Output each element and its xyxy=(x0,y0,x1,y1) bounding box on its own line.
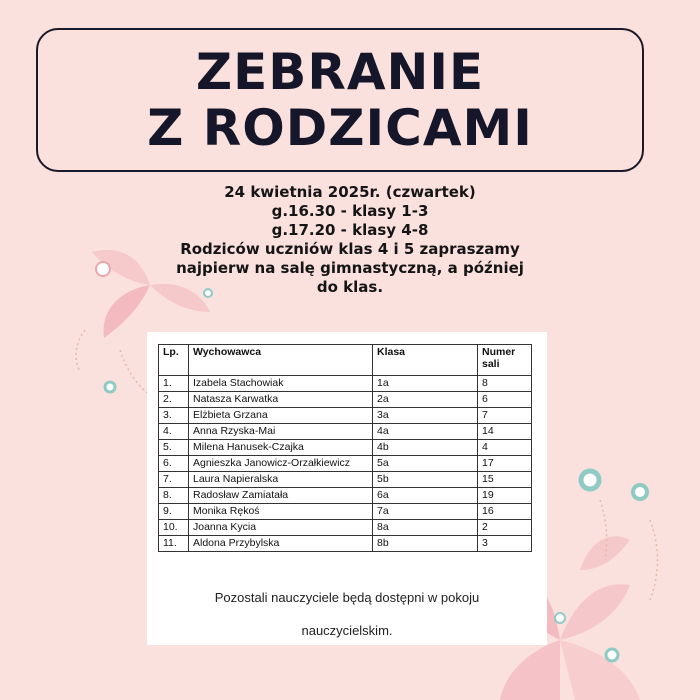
cell-class: 4b xyxy=(373,440,478,456)
header-room-line1: Numer xyxy=(482,346,516,358)
header-class: Klasa xyxy=(373,345,478,376)
table-row xyxy=(159,424,532,440)
cell-teacher: Milena Hanusek-Czajka xyxy=(189,440,373,456)
note-line-2: najpierw na salę gimnastyczną, a później xyxy=(176,259,524,277)
cell-teacher: Elżbieta Grzana xyxy=(189,408,373,424)
schedule-card xyxy=(147,332,547,645)
cell-teacher: Agnieszka Janowicz-Orzałkiewicz xyxy=(189,456,373,472)
cell-room: 2 xyxy=(478,520,532,536)
cell-lp: 6. xyxy=(159,456,189,472)
title-box xyxy=(36,28,644,172)
cell-lp: 9. xyxy=(159,504,189,520)
cell-teacher: Izabela Stachowiak xyxy=(189,376,373,392)
cell-room: 14 xyxy=(478,424,532,440)
table-row xyxy=(159,536,532,552)
cell-room: 3 xyxy=(478,536,532,552)
cell-lp: 2. xyxy=(159,392,189,408)
cell-class: 4a xyxy=(373,424,478,440)
cell-lp: 3. xyxy=(159,408,189,424)
cell-class: 2a xyxy=(373,392,478,408)
title-line-1: ZEBRANIE xyxy=(195,43,485,101)
table-row xyxy=(159,504,532,520)
table-row xyxy=(159,408,532,424)
title-line-2: Z RODZICAMI xyxy=(147,99,533,157)
header-teacher: Wychowawca xyxy=(189,345,373,376)
table-row xyxy=(159,392,532,408)
cell-class: 7a xyxy=(373,504,478,520)
cell-teacher: Natasza Karwatka xyxy=(189,392,373,408)
cell-teacher: Aldona Przybylska xyxy=(189,536,373,552)
meeting-date: 24 kwietnia 2025r. (czwartek) xyxy=(224,183,476,201)
cell-class: 5b xyxy=(373,472,478,488)
cell-teacher: Radosław Zamiatała xyxy=(189,488,373,504)
cell-lp: 7. xyxy=(159,472,189,488)
cell-class: 8b xyxy=(373,536,478,552)
cell-room: 6 xyxy=(478,392,532,408)
note-line-3: do klas. xyxy=(316,278,384,296)
header-lp: Lp. xyxy=(159,345,189,376)
table-header-row xyxy=(159,345,532,376)
cell-lp: 8. xyxy=(159,488,189,504)
table-row xyxy=(159,472,532,488)
footer-line-1: Pozostali nauczyciele będą dostępni w pokoju xyxy=(214,590,480,605)
teachers-table xyxy=(158,344,532,552)
header-room xyxy=(478,345,532,376)
table-row xyxy=(159,440,532,456)
cell-lp: 11. xyxy=(159,536,189,552)
cell-room: 17 xyxy=(478,456,532,472)
cell-lp: 4. xyxy=(159,424,189,440)
cell-class: 3a xyxy=(373,408,478,424)
time-slot-1: g.16.30 - klasy 1-3 xyxy=(271,202,429,220)
table-row xyxy=(159,488,532,504)
cell-teacher: Laura Napieralska xyxy=(189,472,373,488)
meeting-info xyxy=(100,183,600,297)
cell-lp: 1. xyxy=(159,376,189,392)
table-row xyxy=(159,520,532,536)
cell-class: 5a xyxy=(373,456,478,472)
cell-room: 4 xyxy=(478,440,532,456)
table-row xyxy=(159,376,532,392)
cell-room: 19 xyxy=(478,488,532,504)
cell-room: 15 xyxy=(478,472,532,488)
header-room-line2: sali xyxy=(482,358,500,370)
cell-teacher: Monika Rękoś xyxy=(189,504,373,520)
cell-class: 8a xyxy=(373,520,478,536)
cell-room: 16 xyxy=(478,504,532,520)
cell-lp: 5. xyxy=(159,440,189,456)
cell-teacher: Anna Rzyska-Mai xyxy=(189,424,373,440)
cell-lp: 10. xyxy=(159,520,189,536)
cell-teacher: Joanna Kycia xyxy=(189,520,373,536)
cell-room: 8 xyxy=(478,376,532,392)
note-line-1: Rodziców uczniów klas 4 i 5 zapraszamy xyxy=(180,240,520,258)
cell-class: 1a xyxy=(373,376,478,392)
cell-class: 6a xyxy=(373,488,478,504)
table-row xyxy=(159,456,532,472)
footer-line-2: nauczycielskim. xyxy=(301,623,393,638)
time-slot-2: g.17.20 - klasy 4-8 xyxy=(271,221,429,239)
cell-room: 7 xyxy=(478,408,532,424)
